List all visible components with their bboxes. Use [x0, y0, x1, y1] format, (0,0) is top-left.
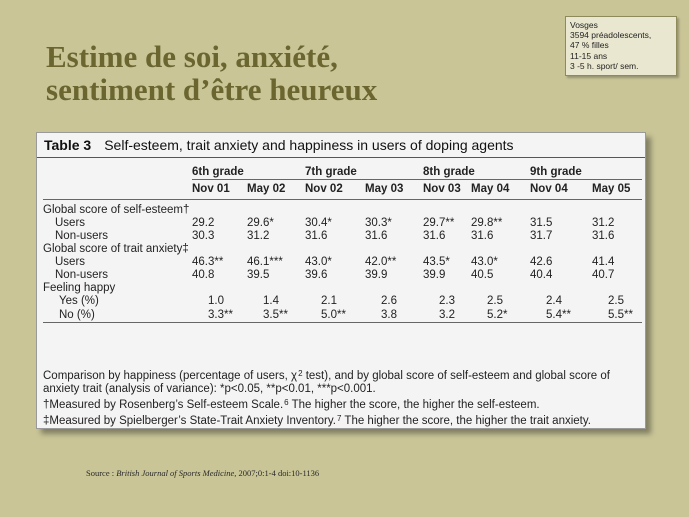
- table-cell: 2.5: [608, 295, 624, 307]
- table-cell: 31.6: [592, 230, 615, 242]
- section-label: Global score of self-esteem†: [43, 204, 190, 216]
- month-header: May 05: [592, 180, 642, 200]
- note-rosenberg: †Measured by Rosenberg’s Self-esteem Scale.$^6$ The higher the score, the higher the self-esteem.: [43, 398, 540, 411]
- table-cell: 5.4**: [530, 308, 592, 323]
- month-header: Nov 03: [423, 180, 471, 200]
- table-cell: 3.5**: [247, 308, 305, 323]
- table-cell: 2.5: [487, 295, 503, 307]
- table-cell: 39.5: [247, 269, 270, 281]
- month-header-row: [43, 180, 642, 200]
- table-cell: 2.4: [546, 295, 562, 307]
- table-cell: 43.0*: [305, 256, 332, 268]
- table-cell: 31.6: [423, 230, 446, 242]
- grade-header: 6th grade: [192, 165, 305, 180]
- table-cell: 1.4: [263, 295, 279, 307]
- table-number: Table 3: [44, 137, 92, 153]
- table-cell: 29.7**: [423, 217, 455, 229]
- info-line: 3594 préadolescents,: [570, 30, 652, 41]
- slide-title: [46, 40, 466, 106]
- info-line: 3 -5 h. sport/ sem.: [570, 60, 639, 71]
- table-row: [43, 230, 642, 243]
- table-header: [37, 133, 645, 158]
- table-panel: [36, 132, 646, 429]
- grade-header: 8th grade: [423, 165, 530, 180]
- table-cell: 40.7: [592, 269, 615, 281]
- note-comparison: Comparison by happiness (percentage of users, $\chi^2$ test), and by global score of self-esteem and global score of anxiety trait (analysis of variance): *p<0.05, **p<0.01, ***p<0.001.: [43, 369, 610, 395]
- table-cell: 2.3: [439, 295, 455, 307]
- table-cell: 40.5: [471, 269, 494, 281]
- info-line: Vosges: [570, 20, 598, 30]
- section-label: Global score of trait anxiety‡: [43, 243, 189, 255]
- table-cell: 43.5*: [423, 256, 450, 268]
- table-cell: 5.2*: [471, 308, 530, 323]
- table-cell: 29.8**: [471, 217, 503, 229]
- source-citation: Source : British Journal of Sports Medicine, 2007;0:1-4 doi:10-1136: [86, 468, 320, 478]
- table-cell: 2.1: [321, 295, 337, 307]
- section-label: Feeling happy: [43, 282, 116, 294]
- table-row: [43, 308, 642, 323]
- row-label: Non-users: [55, 269, 109, 281]
- month-header: Nov 01: [192, 180, 247, 200]
- table-cell: 43.0*: [471, 256, 498, 268]
- table-notes: [43, 367, 639, 428]
- table-cell: 41.4: [592, 256, 615, 268]
- table-cell: 31.6: [365, 230, 388, 242]
- month-header: Nov 04: [530, 180, 592, 200]
- table-caption: Self-esteem, trait anxiety and happiness in users of doping agents: [104, 137, 514, 153]
- table-cell: 46.1***: [247, 256, 283, 268]
- table-cell: 2.6: [381, 295, 397, 307]
- row-label: Users: [55, 217, 86, 229]
- journal-name: British Journal of Sports Medicine: [116, 468, 235, 478]
- month-header: May 02: [247, 180, 305, 200]
- table-row: [43, 295, 642, 308]
- data-table: [43, 165, 642, 323]
- table-cell: 29.6*: [247, 217, 274, 229]
- slide-title-line-1: Estime de soi, anxiété,: [46, 39, 338, 74]
- grade-header-row: [43, 165, 642, 180]
- table-cell: 3.2: [423, 308, 471, 323]
- table-cell: 31.6: [305, 230, 328, 242]
- slide-title-line-2: sentiment d’être heureux: [46, 72, 378, 107]
- table-cell: 39.6: [305, 269, 328, 281]
- table-row: [43, 269, 642, 282]
- month-header: May 04: [471, 180, 530, 200]
- grade-header: 7th grade: [305, 165, 423, 180]
- row-label: No (%): [43, 308, 192, 323]
- table-cell: 3.3**: [192, 308, 247, 323]
- table-cell: 39.9: [423, 269, 446, 281]
- table-cell: 1.0: [208, 295, 224, 307]
- table-cell: 30.3: [192, 230, 215, 242]
- table-cell: 5.0**: [305, 308, 365, 323]
- table-cell: 40.4: [530, 269, 553, 281]
- table-cell: 40.8: [192, 269, 215, 281]
- table-cell: 42.6: [530, 256, 553, 268]
- row-label: Yes (%): [59, 295, 99, 307]
- table-cell: 31.5: [530, 217, 553, 229]
- table-cell: 31.2: [592, 217, 615, 229]
- row-label: Non-users: [55, 230, 109, 242]
- table-cell: 5.5**: [592, 308, 642, 323]
- table-cell: 3.8: [365, 308, 423, 323]
- table-row: [43, 256, 642, 269]
- table-cell: 42.0**: [365, 256, 397, 268]
- table-cell: 46.3**: [192, 256, 224, 268]
- grade-header: 9th grade: [530, 165, 642, 180]
- info-line: 11-15 ans: [570, 50, 608, 61]
- table-cell: 30.4*: [305, 217, 332, 229]
- month-header: Nov 02: [305, 180, 365, 200]
- month-header: May 03: [365, 180, 423, 200]
- study-info-box: [565, 16, 677, 76]
- section-label-row: [43, 204, 642, 217]
- table-cell: 30.3*: [365, 217, 392, 229]
- info-line: 47 % filles: [570, 40, 609, 51]
- note-spielberger: ‡Measured by Spielberger’s State-Trait Anxiety Inventory.$^7$ The higher the score, the higher the trait anxiety.: [43, 414, 591, 427]
- table-row: [43, 217, 642, 230]
- section-label-row: [43, 282, 642, 295]
- row-label: Users: [55, 256, 86, 268]
- table-cell: 31.6: [471, 230, 494, 242]
- table-cell: 31.7: [530, 230, 553, 242]
- table-cell: 39.9: [365, 269, 388, 281]
- section-label-row: [43, 243, 642, 256]
- table-cell: 29.2: [192, 217, 215, 229]
- table-cell: 31.2: [247, 230, 270, 242]
